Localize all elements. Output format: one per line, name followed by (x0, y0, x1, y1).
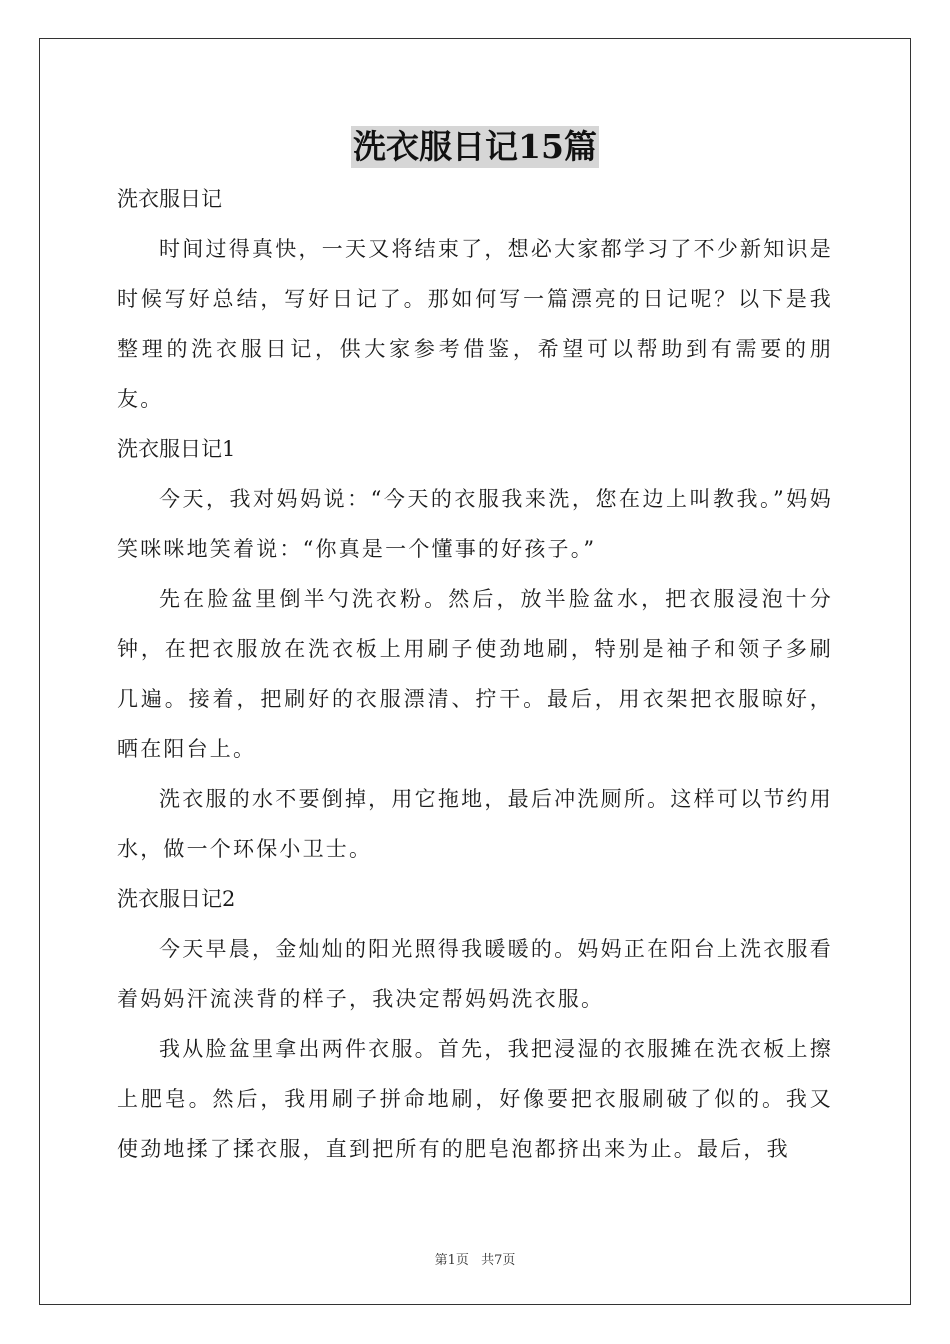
document-title: 洗衣服日记15篇 (353, 127, 597, 166)
title-wrap (0, 126, 950, 168)
diary2-heading: 洗衣服日记2 (117, 887, 236, 911)
document-body (117, 174, 833, 1174)
diary1-paragraph: 洗衣服的水不要倒掉，用它拖地，最后冲洗厕所。这样可以节约用水，做一个环保小卫士。 (117, 787, 833, 861)
diary2-paragraph: 今天早晨，金灿灿的阳光照得我暖暖的。妈妈正在阳台上洗衣服看着妈妈汗流浃背的样子，我决定帮妈妈洗衣服。 (117, 937, 833, 1011)
page-number: 第1页 (434, 1253, 469, 1268)
diary1-paragraph: 今天，我对妈妈说：“今天的衣服我来洗，您在边上叫教我。”妈妈笑咪咪地笑着说：“你真是一个懂事的好孩子。” (117, 487, 833, 561)
intro-paragraph: 时间过得真快，一天又将结束了，想必大家都学习了不少新知识是时候写好总结，写好日记了。那如何写一篇漂亮的日记呢？以下是我整理的洗衣服日记，供大家参考借鉴，希望可以帮助到有需要的朋友。 (117, 237, 833, 411)
diary1-heading: 洗衣服日记1 (117, 437, 236, 461)
page-total: 共7页 (481, 1253, 516, 1268)
intro-heading: 洗衣服日记 (117, 187, 222, 211)
page-footer (0, 1249, 950, 1268)
diary2-paragraph: 我从脸盆里拿出两件衣服。首先，我把浸湿的衣服摊在洗衣板上擦上肥皂。然后，我用刷子拼命地刷，好像要把衣服刷破了似的。我又使劲地揉了揉衣服，直到把所有的肥皂泡都挤出来为止。最后，我 (117, 1037, 833, 1161)
diary1-paragraph: 先在脸盆里倒半勺洗衣粉。然后，放半脸盆水，把衣服浸泡十分钟，在把衣服放在洗衣板上用刷子使劲地刷，特别是袖子和领子多刷几遍。接着，把刷好的衣服漂清、拧干。最后，用衣架把衣服晾好，晒在阳台上。 (117, 587, 833, 761)
